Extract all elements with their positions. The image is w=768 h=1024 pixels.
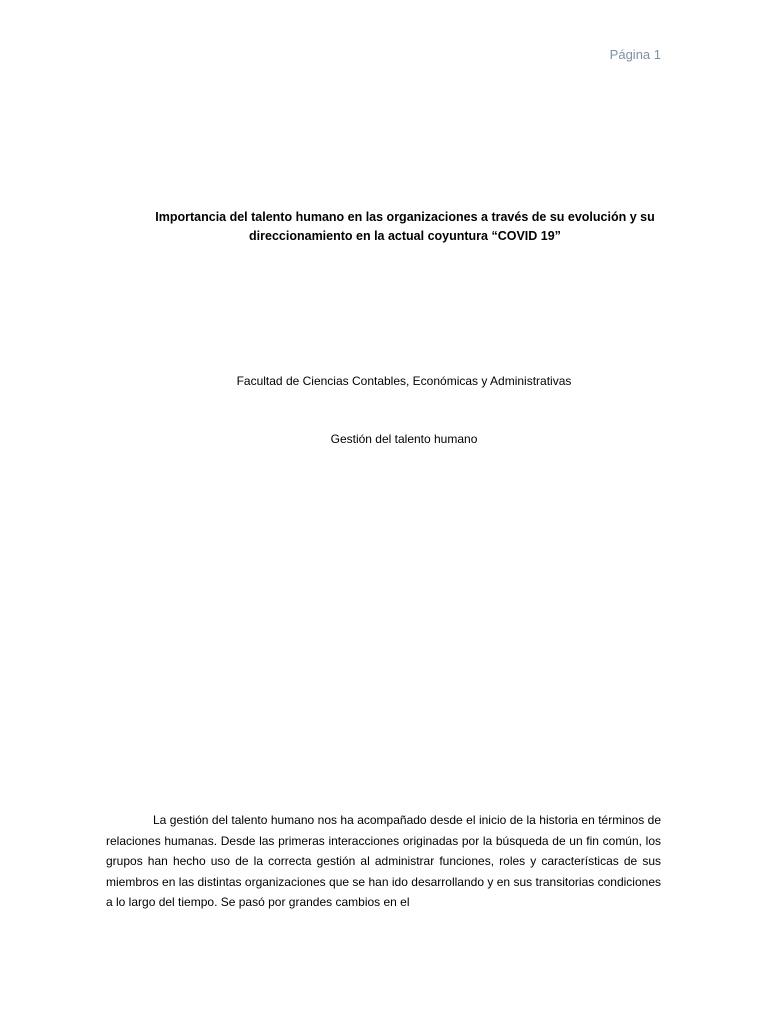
page-number-header: Página 1: [609, 47, 661, 62]
body-paragraph: La gestión del talento humano nos ha acompañado desde el inicio de la historia en términos de relaciones humanas. Desde las primeras interacciones originadas por la búsqueda de un fin común, los grupos han hecho uso de la correcta gestión al administrar funciones, roles y características de sus miembros en las distintas organizaciones que se han ido desarrollando y en sus transitorias condiciones a lo largo del tiempo. Se pasó por grandes cambios en el: [106, 813, 661, 909]
title-line-1: Importancia del talento humano en las organizaciones a través de su evolución y su: [155, 210, 655, 224]
course-name: Gestión del talento humano: [330, 432, 478, 446]
title-line-2: direccionamiento en la actual coyuntura “COVID 19”: [249, 229, 561, 243]
document-title: [110, 208, 700, 246]
faculty-name: Facultad de Ciencias Contables, Económicas y Administrativas: [236, 374, 572, 388]
